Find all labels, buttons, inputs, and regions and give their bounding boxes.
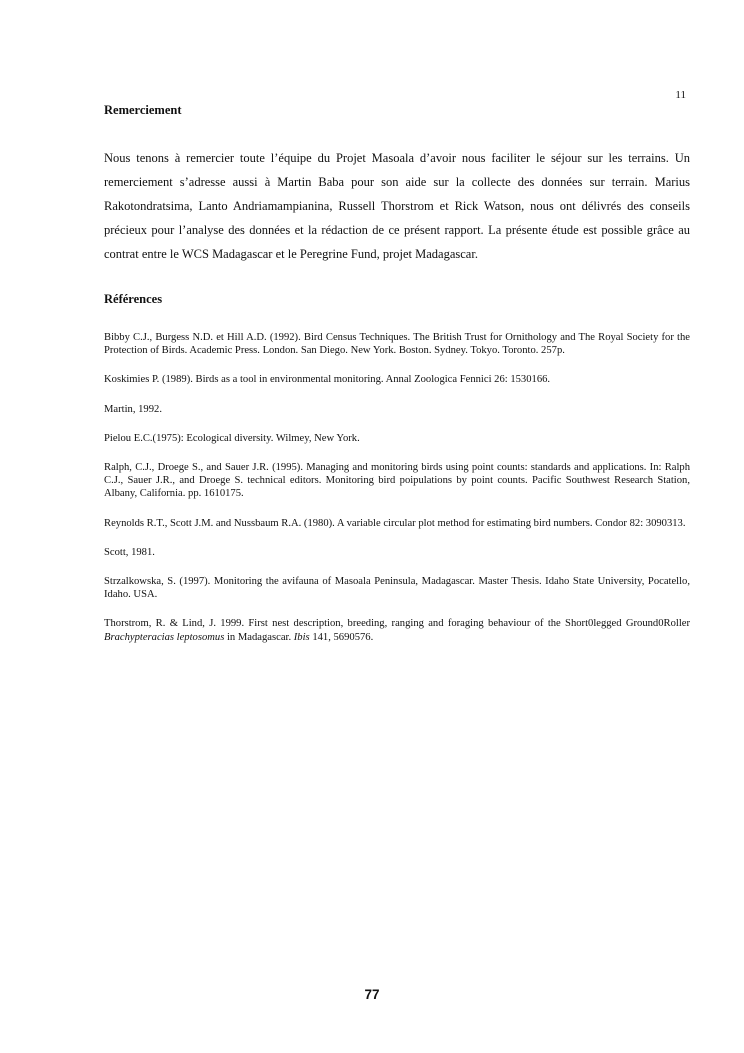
references-heading: Références: [104, 292, 163, 306]
reference-text: 141, 5690576.: [309, 631, 374, 643]
footer-page-number: 77: [364, 987, 380, 1002]
reference-item: Reynolds R.T., Scott J.M. and Nussbaum R.A. (1980). A variable circular plot method for estimating bird numbers. Condor 82: 3090313.: [104, 517, 686, 529]
acknowledgements-paragraph: Nous tenons à remercier toute l’équipe du Projet Masoala d’avoir nous faciliter le séjour sur les terrains. Un remerciement s’adresse aussi à Martin Baba pour son aide sur la collecte des données sur terrain. Marius Rakotondratsima, Lanto Andriamampianina, Russell Thorstrom et Rick Watson, nous ont délivrés des conseils précieux pour l’analyse des données et la rédaction de ce présent rapport. La présente étude est possible grâce au contrat entre le WCS Madagascar et le Peregrine Fund, projet Madagascar.: [104, 151, 690, 261]
reference-item: Koskimies P. (1989). Birds as a tool in environmental monitoring. Annal Zoologica Fennici 26: 1530166.: [104, 374, 551, 386]
reference-item: Pielou E.C.(1975): Ecological diversity. Wilmey, New York.: [104, 432, 360, 444]
reference-text: Thorstrom, R. & Lind, J. 1999. First nest description, breeding, ranging and foraging behaviour of the Short0legged Ground0Roller: [104, 618, 690, 630]
reference-item: Strzalkowska, S. (1997). Monitoring the avifauna of Masoala Peninsula, Madagascar. Master Thesis. Idaho State University, Pocatello, Idaho. USA.: [104, 576, 690, 601]
reference-text: in Madagascar.: [224, 631, 294, 643]
species-name: Brachypteracias leptosomus: [104, 631, 225, 643]
reference-item: Ralph, C.J., Droege S., and Sauer J.R. (1995). Managing and monitoring birds using point counts: standards and applications. In: Ralph C.J., Sauer J.R., and Droege S. technical editors. Monitoring bird poipulations by point counts. Pacific Southwest Research Station, Albany, California. pp. 1610175.: [104, 462, 690, 500]
reference-item-thorstrom: [104, 617, 690, 643]
reference-item: Bibby C.J., Burgess N.D. et Hill A.D. (1992). Bird Census Techniques. The British Trust for Ornithology and The Royal Society for the Protection of Birds. Academic Press. London. San Diego. New York. Boston. Sydney. Tokyo. Toronto. 257p.: [104, 332, 690, 357]
acknowledgements-heading: Remerciement: [104, 103, 182, 117]
reference-item: Scott, 1981.: [104, 546, 155, 558]
acknowledgements-section: [104, 146, 690, 266]
journal-name: Ibis: [293, 631, 310, 643]
references-list: [104, 331, 690, 660]
header-page-number: 11: [675, 89, 686, 101]
reference-item: Martin, 1992.: [104, 403, 162, 415]
